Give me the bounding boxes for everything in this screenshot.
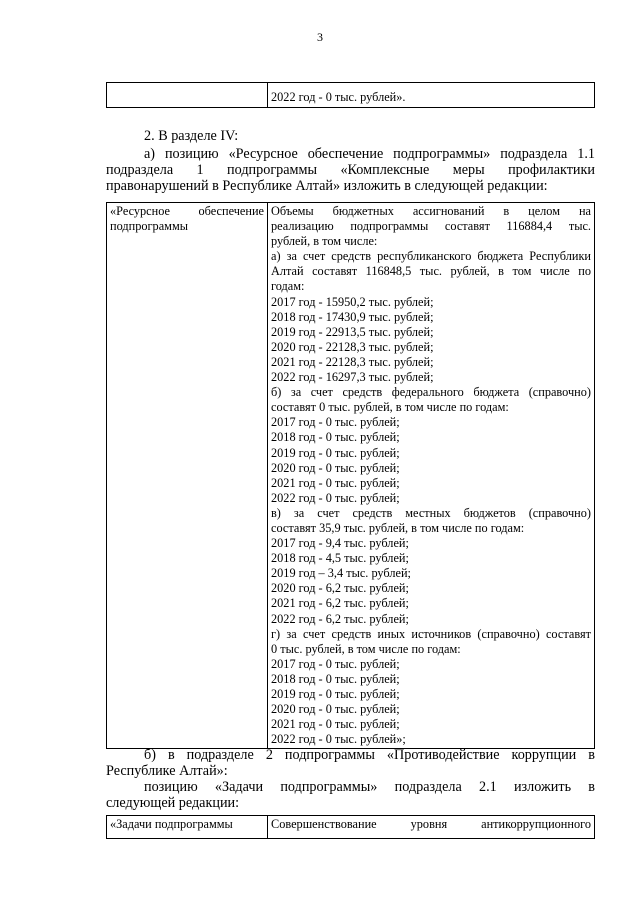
resource-line: 2021 год - 0 тыс. рублей; (271, 475, 400, 490)
item-b-line-3: позицию «Задачи подпрограммы» подраздела 2.1 изложить в (144, 779, 595, 795)
resource-line: 2020 год - 0 тыс. рублей; (271, 460, 400, 475)
resource-line: 2020 год - 22128,3 тыс. рублей; (271, 339, 434, 354)
resource-line: 2020 год - 6,2 тыс. рублей; (271, 581, 409, 596)
item-b-paragraph (106, 747, 595, 811)
table-row (107, 816, 595, 839)
item-a-line-1: а) позицию «Ресурсное обеспечение подпрограммы» подраздела 1.1 (144, 146, 595, 162)
resource-line: 2018 год - 4,5 тыс. рублей; (271, 551, 409, 566)
resource-line: 2021 год - 22128,3 тыс. рублей; (271, 354, 434, 369)
tasks-table-label-cell: «Задачи подпрограммы (107, 816, 268, 839)
resource-table-label-cell (107, 203, 268, 749)
table-row (107, 83, 595, 108)
resource-label-line-2: подпрограммы (110, 219, 188, 234)
item-b-line-1: б) в подразделе 2 подпрограммы «Противодействие коррупции в (144, 747, 595, 763)
resource-line: 2019 год - 22913,5 тыс. рублей; (271, 324, 434, 339)
resource-line: 0 тыс. рублей, в том числе по годам: (271, 641, 461, 656)
resource-line: 2022 год - 0 тыс. рублей»; (271, 732, 406, 747)
resource-line: рублей, в том числе: (271, 234, 378, 249)
resource-line: 2018 год - 0 тыс. рублей; (271, 430, 400, 445)
resource-line: 2019 год - 0 тыс. рублей; (271, 687, 400, 701)
resource-line: 2017 год - 0 тыс. рублей; (271, 656, 400, 671)
resource-line: 2021 год - 6,2 тыс. рублей; (271, 596, 409, 611)
item-a-line-3: правонарушений в Республике Алтай» изложить в следующей редакции: (106, 178, 548, 194)
top-table-cell-label (107, 83, 268, 108)
resource-table-content-cell (268, 203, 595, 749)
tasks-table-content-cell: Совершенствование уровня антикоррупционного (268, 816, 595, 839)
resource-line: 2019 год – 3,4 тыс. рублей; (271, 566, 411, 581)
item-a-line-2: подраздела 1 подпрограммы «Комплексные меры профилактики (106, 162, 595, 178)
resource-line: составят 0 тыс. рублей, в том числе по годам: (271, 400, 509, 415)
resource-line: 2019 год - 0 тыс. рублей; (271, 445, 400, 460)
resource-line: реализацию подпрограммы составят 116884,4 тыс. (271, 219, 591, 234)
resource-line: 2018 год - 0 тыс. рублей; (271, 671, 400, 686)
page-number: 3 (317, 30, 323, 44)
item-a-paragraph (106, 146, 595, 194)
resource-line: а) за счет средств республиканского бюджета Республики (271, 249, 591, 264)
resource-line: годам: (271, 279, 305, 294)
resource-line: Объемы бюджетных ассигнований в целом на (271, 204, 591, 218)
resource-line: 2017 год - 0 тыс. рублей; (271, 415, 400, 430)
resource-line: составят 35,9 тыс. рублей, в том числе по годам: (271, 520, 525, 535)
section-heading-block (106, 128, 595, 144)
top-table (106, 82, 595, 108)
resource-line: 2020 год - 0 тыс. рублей; (271, 702, 400, 717)
resource-line: б) за счет средств федерального бюджета (справочно) (271, 385, 591, 400)
resource-line: г) за счет средств иных источников (справочно) составят (271, 626, 591, 641)
resource-line: 2017 год - 9,4 тыс. рублей; (271, 536, 409, 551)
tasks-table (106, 815, 595, 839)
resource-line: 2018 год - 17430,9 тыс. рублей; (271, 309, 434, 324)
table-row (107, 203, 595, 749)
top-table-cell-value: 2022 год - 0 тыс. рублей». (268, 83, 595, 108)
resource-line: 2021 год - 0 тыс. рублей; (271, 717, 400, 732)
resource-line: 2022 год - 6,2 тыс. рублей; (271, 611, 409, 626)
resource-line: в) за счет средств местных бюджетов (справочно) (271, 505, 591, 520)
resource-line: 2017 год - 15950,2 тыс. рублей; (271, 294, 434, 309)
item-b-line-4: следующей редакции: (106, 795, 240, 811)
resource-line: 2022 год - 16297,3 тыс. рублей; (271, 370, 434, 385)
resource-line: Алтай составят 116848,5 тыс. рублей, в том числе по (271, 264, 591, 279)
resource-table (106, 202, 595, 749)
resource-label-line-1: «Ресурсное обеспечение (110, 204, 264, 218)
resource-line: 2022 год - 0 тыс. рублей; (271, 490, 400, 505)
item-b-line-2: Республике Алтай»: (106, 763, 228, 779)
section-heading: 2. В разделе IV: (144, 128, 239, 144)
